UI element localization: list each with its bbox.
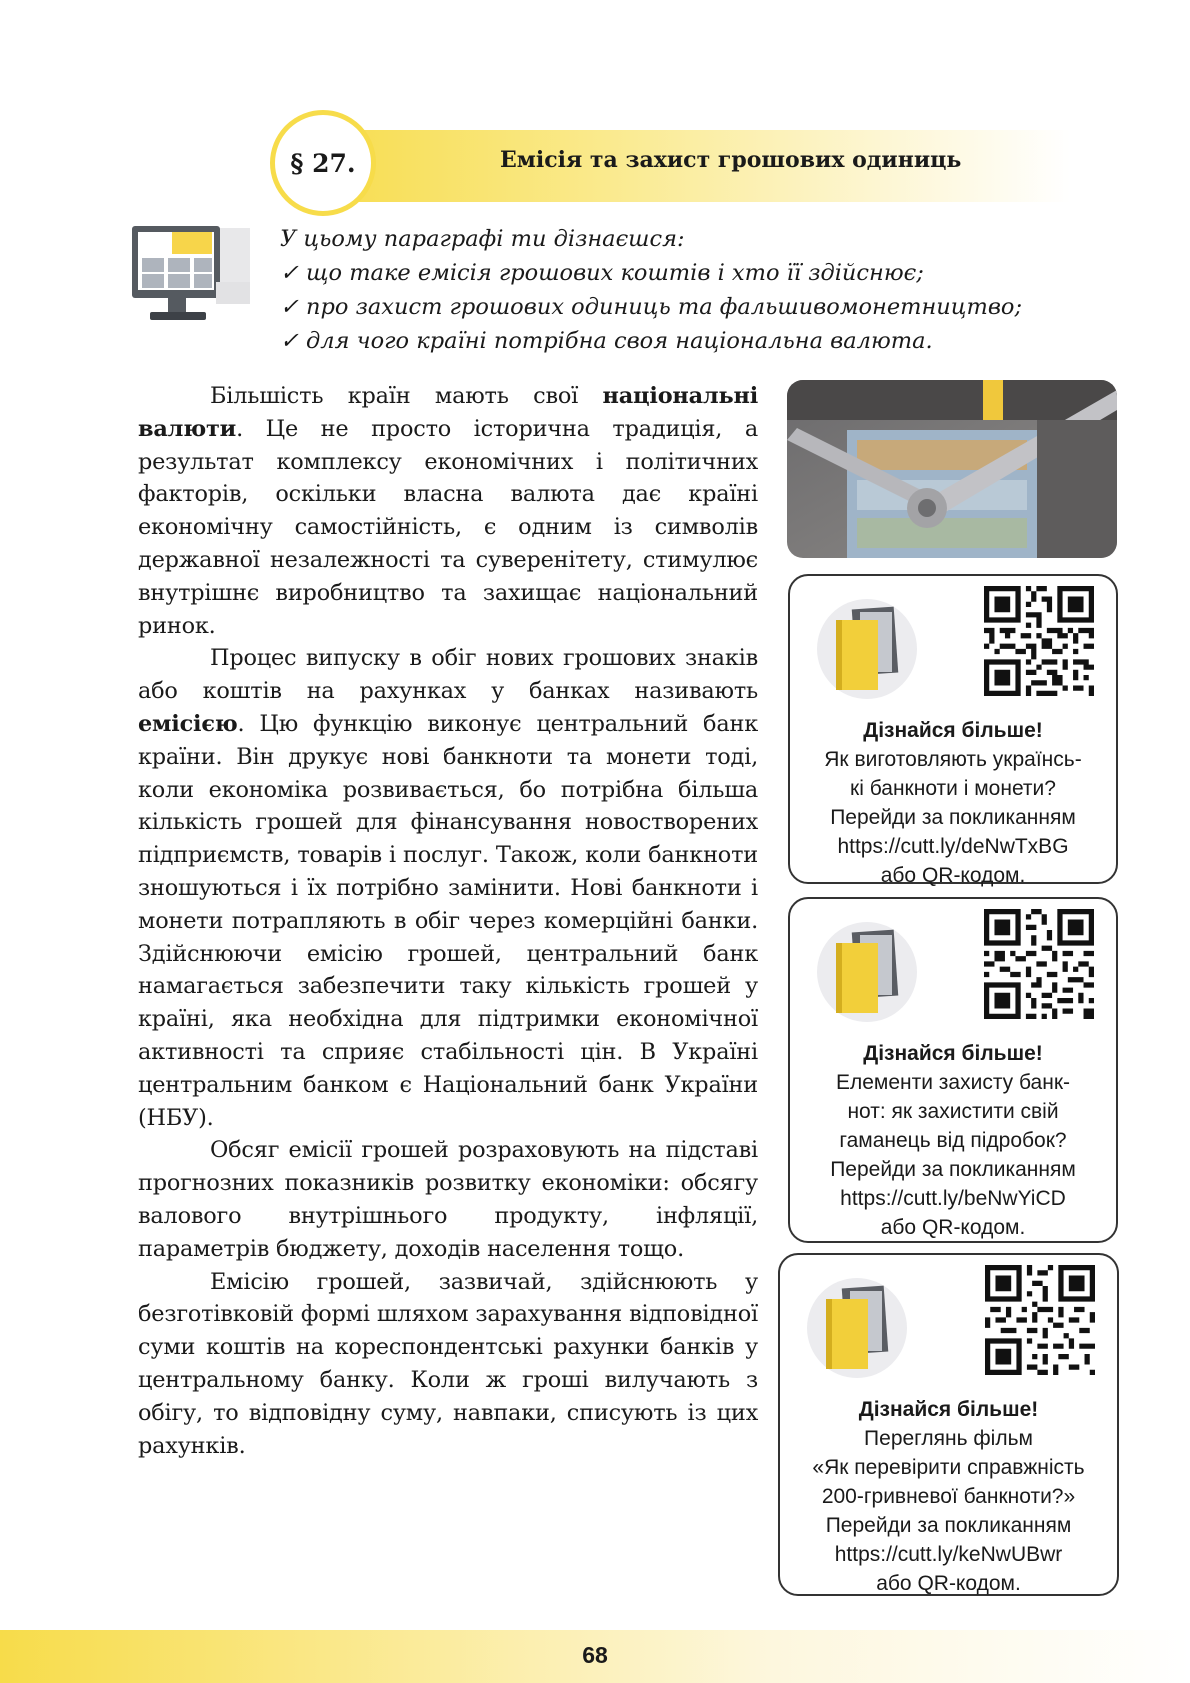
info-box-line: Переглянь фільм xyxy=(864,1427,1033,1450)
info-box-line: «Як перевірити справжність xyxy=(812,1456,1085,1479)
paragraph-text: Більшість країн мають свої xyxy=(210,383,603,409)
info-box-title: Дізнайся більше! xyxy=(863,1042,1043,1065)
section-number-badge xyxy=(270,110,376,216)
info-box-link[interactable]: https://cutt.ly/beNwYiCD xyxy=(840,1187,1066,1210)
info-box-line: гаманець від підробок? xyxy=(839,1129,1067,1152)
intro-item: ✓ для чого країні потрібна своя національна валюта. xyxy=(280,328,933,354)
paragraph-text: . Це не просто історична традиція, а результат комплексу економічних і політичних факторів, оскільки власна валюта дає країні економічну самостійність, є одним із символів державної незалежності та суверенітету, стимулює внутрішнє виробництво та захищає національний ринок. xyxy=(138,415,758,639)
info-box-link[interactable]: https://cutt.ly/deNwTxBG xyxy=(837,835,1069,858)
intro-item: ✓ що таке емісія грошових коштів і хто її здійснює; xyxy=(280,260,924,286)
qr-code xyxy=(985,1265,1095,1375)
info-box-line: Перейди за покликанням xyxy=(825,1514,1072,1537)
info-box-line: Елементи захисту банк- xyxy=(835,1071,1071,1094)
term-emission: емісією xyxy=(138,710,238,737)
term-national-currencies: національні валюти xyxy=(138,383,758,442)
info-box-line: або QR-кодом. xyxy=(880,864,1026,887)
info-box xyxy=(788,574,1118,887)
qr-code xyxy=(984,909,1094,1019)
info-box xyxy=(778,1253,1119,1596)
monitor-icon xyxy=(130,222,254,332)
info-box-line: кі банкноти і монети? xyxy=(850,777,1056,800)
paragraph-text: . Цю функцію виконує центральний банк країни. Він друкує нові банкноти та монети тоді, коли економіка розвивається, бо потрібна більша кількість грошей для фінансування новостворених підприємств, товарів і послуг. Також, коли банкноти зношуються і їх потрібно замінити. Нові банкноти і монети потрапляють в обіг через комерційні банки. Здійснюючи емісію грошей, центральний банк намагається забезпечити таку кількість грошей у країні, яка необхідна для підтримки економічної активності та сприяє стабільності цін. В Україні центральним банком є Національний банк України (НБУ). xyxy=(138,710,758,1131)
intro-list xyxy=(280,222,1120,358)
info-box-line: Перейди за покликанням xyxy=(830,806,1076,829)
info-box-link[interactable]: https://cutt.ly/keNwUBwr xyxy=(834,1543,1063,1566)
info-box-title: Дізнайся більше! xyxy=(858,1398,1039,1421)
info-box-line: Як виготовляють українсь- xyxy=(824,748,1082,771)
info-box-line: або QR-кодом. xyxy=(880,1216,1026,1239)
banknote-printing-photo xyxy=(787,380,1117,558)
info-box-line: або QR-кодом. xyxy=(876,1572,1021,1595)
info-box-text xyxy=(780,1395,1117,1598)
info-box-line: Перейди за покликанням xyxy=(830,1158,1076,1181)
info-box-line: нот: як захистити свій xyxy=(847,1100,1059,1123)
paragraph xyxy=(138,380,758,642)
page-number: 68 xyxy=(582,1642,608,1668)
info-box-title: Дізнайся більше! xyxy=(863,719,1043,742)
main-text xyxy=(138,380,758,1462)
info-box xyxy=(788,897,1118,1243)
paragraph: Обсяг емісії грошей розраховують на підставі прогнозних показників розвитку економіки: обсягу валового внутрішнього продукту, інфляції, параметрів бюджету, доходів населення тощо. xyxy=(138,1137,758,1262)
folder-icon xyxy=(814,596,920,702)
page-title: Емісія та захист грошових одиниць xyxy=(500,147,962,173)
intro-item: ✓ про захист грошових одиниць та фальшивомонетництво; xyxy=(280,294,1023,320)
paragraph xyxy=(138,642,758,1134)
info-box-line: 200-гривневої банкноти?» xyxy=(821,1485,1076,1508)
info-box-text xyxy=(790,1039,1116,1242)
paragraph-text: Процес випуску в обіг нових грошових знаків або коштів на рахунках у банках називають xyxy=(138,645,758,705)
info-box-text xyxy=(790,716,1116,890)
qr-code xyxy=(984,586,1094,696)
section-number: § 27. xyxy=(290,148,356,178)
paragraph: Емісію грошей, зазвичай, здійснюють у безготівковій формі шляхом зарахування відповідної суми коштів на кореспондентські рахунки банків у центральному банку. Коли ж гроші вилучають з обігу, то відповідну суму, навпаки, списують із цих рахунків. xyxy=(138,1268,758,1459)
intro-lead: У цьому параграфі ти дізнаєшся: xyxy=(280,226,685,252)
folder-icon xyxy=(814,919,920,1025)
folder-icon xyxy=(804,1275,910,1381)
